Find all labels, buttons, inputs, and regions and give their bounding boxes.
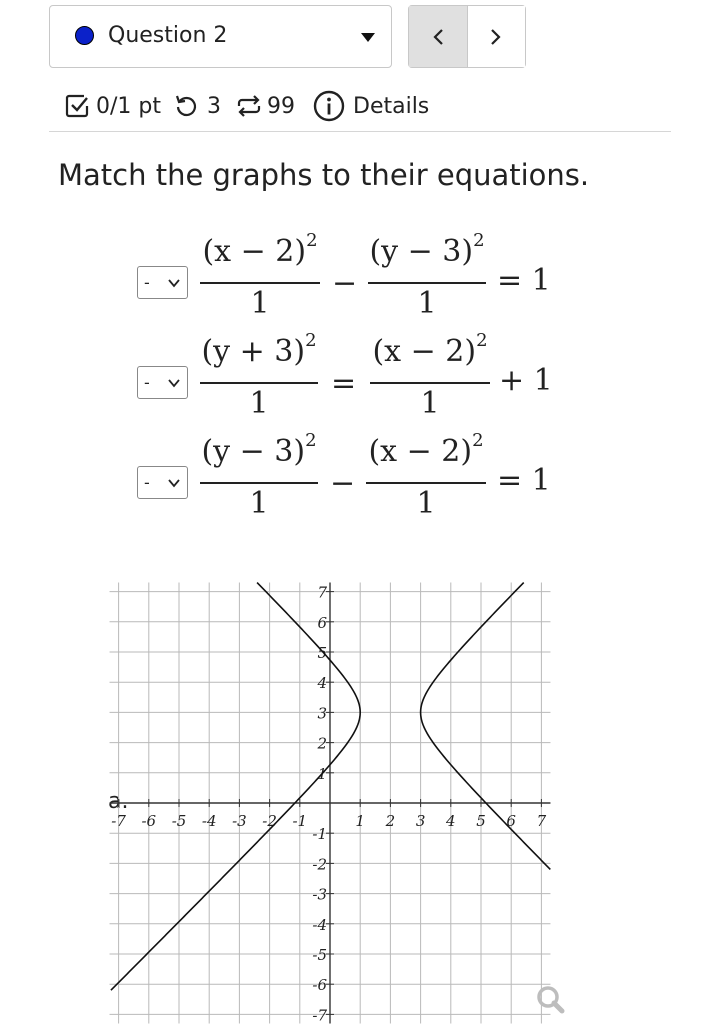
- fraction-bar: [200, 482, 318, 484]
- x-tick-label: -3: [232, 812, 247, 830]
- operator: −: [330, 466, 356, 501]
- y-tick-label: -2: [312, 855, 327, 874]
- left-fraction: [200, 330, 318, 424]
- header-divider: [49, 131, 671, 132]
- versions-icon: [235, 93, 263, 119]
- x-tick-label: -4: [201, 812, 217, 830]
- exponent: 2: [473, 230, 485, 251]
- question-prompt: Match the graphs to their equations.: [58, 158, 590, 192]
- fraction-bar: [366, 482, 486, 484]
- details-label: Details: [353, 93, 430, 119]
- x-tick-label: 7: [536, 812, 547, 830]
- y-tick-label: 3: [317, 704, 327, 723]
- retry-icon: [173, 93, 199, 119]
- hyperbola-graph[interactable]: [111, 580, 590, 1029]
- score-indicator: [64, 93, 161, 119]
- denominator: 1: [417, 286, 437, 321]
- y-tick-label: -4: [312, 915, 327, 934]
- right-hand-side: = 1: [497, 463, 551, 498]
- x-tick-label: -6: [141, 812, 157, 830]
- exponent: 2: [476, 330, 488, 351]
- chevron-down-icon: [167, 276, 181, 290]
- operator: −: [332, 266, 358, 301]
- numerator: (y − 3): [201, 434, 306, 469]
- numerator: (x − 2): [368, 434, 473, 469]
- y-tick-label: 7: [317, 583, 327, 602]
- denominator: 1: [416, 486, 436, 521]
- x-tick-label: 6: [506, 812, 516, 830]
- numerator: (x − 2): [202, 234, 307, 269]
- y-tick-label: -3: [312, 885, 327, 904]
- y-tick-label: 1: [317, 764, 327, 783]
- next-question-button[interactable]: [468, 6, 526, 67]
- y-tick-label: -7: [312, 1006, 327, 1025]
- answer-select-value: -: [144, 273, 150, 292]
- x-tick-label: 1: [355, 812, 365, 830]
- x-tick-label: 5: [476, 812, 486, 830]
- answer-select[interactable]: [137, 366, 188, 399]
- question-info-bar: [64, 86, 429, 126]
- versions-indicator: [235, 93, 295, 119]
- x-tick-label: 2: [385, 812, 396, 830]
- right-hand-side: = 1: [497, 263, 551, 298]
- numerator: (y − 3): [369, 234, 474, 269]
- x-tick-label: -5: [171, 812, 187, 830]
- fraction-bar: [370, 382, 490, 384]
- x-tick-label: -7: [111, 812, 126, 830]
- question-nav: [408, 5, 526, 68]
- denominator: 1: [420, 386, 440, 421]
- x-tick-label: 3: [415, 812, 426, 830]
- equation-row: [137, 430, 577, 556]
- x-tick-label: -1: [292, 812, 308, 830]
- y-tick-label: -5: [312, 946, 327, 964]
- details-button[interactable]: [313, 90, 429, 122]
- attempts-indicator: [173, 93, 221, 119]
- answer-select[interactable]: [137, 266, 188, 299]
- numerator: (x − 2): [372, 334, 477, 369]
- chevron-right-icon: [489, 27, 503, 47]
- exponent: 2: [305, 430, 317, 451]
- caret-down-icon: [361, 33, 375, 42]
- exponent: 2: [306, 230, 318, 251]
- chevron-down-icon: [167, 476, 181, 490]
- exponent: 2: [305, 330, 317, 351]
- status-dot-icon: [75, 26, 94, 45]
- magnifier-icon[interactable]: [539, 988, 562, 1011]
- denominator: 1: [249, 386, 269, 421]
- y-tick-label: -6: [312, 976, 327, 995]
- fraction-bar: [368, 282, 486, 284]
- right-hand-side: + 1: [499, 363, 553, 398]
- info-icon: [313, 90, 345, 122]
- answer-select[interactable]: [137, 466, 188, 499]
- y-tick-label: 6: [317, 613, 327, 632]
- chevron-left-icon: [431, 27, 445, 47]
- right-fraction: [370, 330, 490, 424]
- y-tick-labels: [312, 584, 334, 1025]
- fraction-bar: [200, 282, 320, 284]
- chevron-down-icon: [167, 376, 181, 390]
- fraction-bar: [200, 382, 318, 384]
- y-tick-label: -1: [312, 825, 327, 844]
- graph-label: a.: [108, 789, 129, 814]
- operator: =: [331, 366, 357, 401]
- left-fraction: [200, 230, 320, 324]
- denominator: 1: [249, 486, 269, 521]
- answer-select-value: -: [144, 473, 150, 492]
- attempts-text: 3: [207, 93, 221, 119]
- question-label: Question 2: [108, 23, 228, 48]
- answer-select-value: -: [144, 373, 150, 392]
- right-fraction: [366, 430, 486, 524]
- checkbox-icon: [64, 93, 90, 119]
- versions-text: 99: [267, 93, 295, 119]
- axes: [110, 583, 551, 1024]
- y-tick-label: 2: [317, 734, 327, 753]
- x-tick-label: -2: [262, 812, 277, 830]
- x-tick-label: 4: [446, 812, 456, 830]
- left-fraction: [200, 430, 318, 524]
- score-text: 0/1 pt: [96, 93, 161, 119]
- y-tick-label: 5: [317, 644, 327, 662]
- previous-question-button[interactable]: [409, 6, 468, 67]
- denominator: 1: [250, 286, 270, 321]
- numerator: (y + 3): [201, 334, 306, 369]
- right-fraction: [368, 230, 486, 324]
- question-select[interactable]: [49, 5, 392, 68]
- exponent: 2: [472, 430, 484, 451]
- y-tick-label: 4: [317, 674, 327, 693]
